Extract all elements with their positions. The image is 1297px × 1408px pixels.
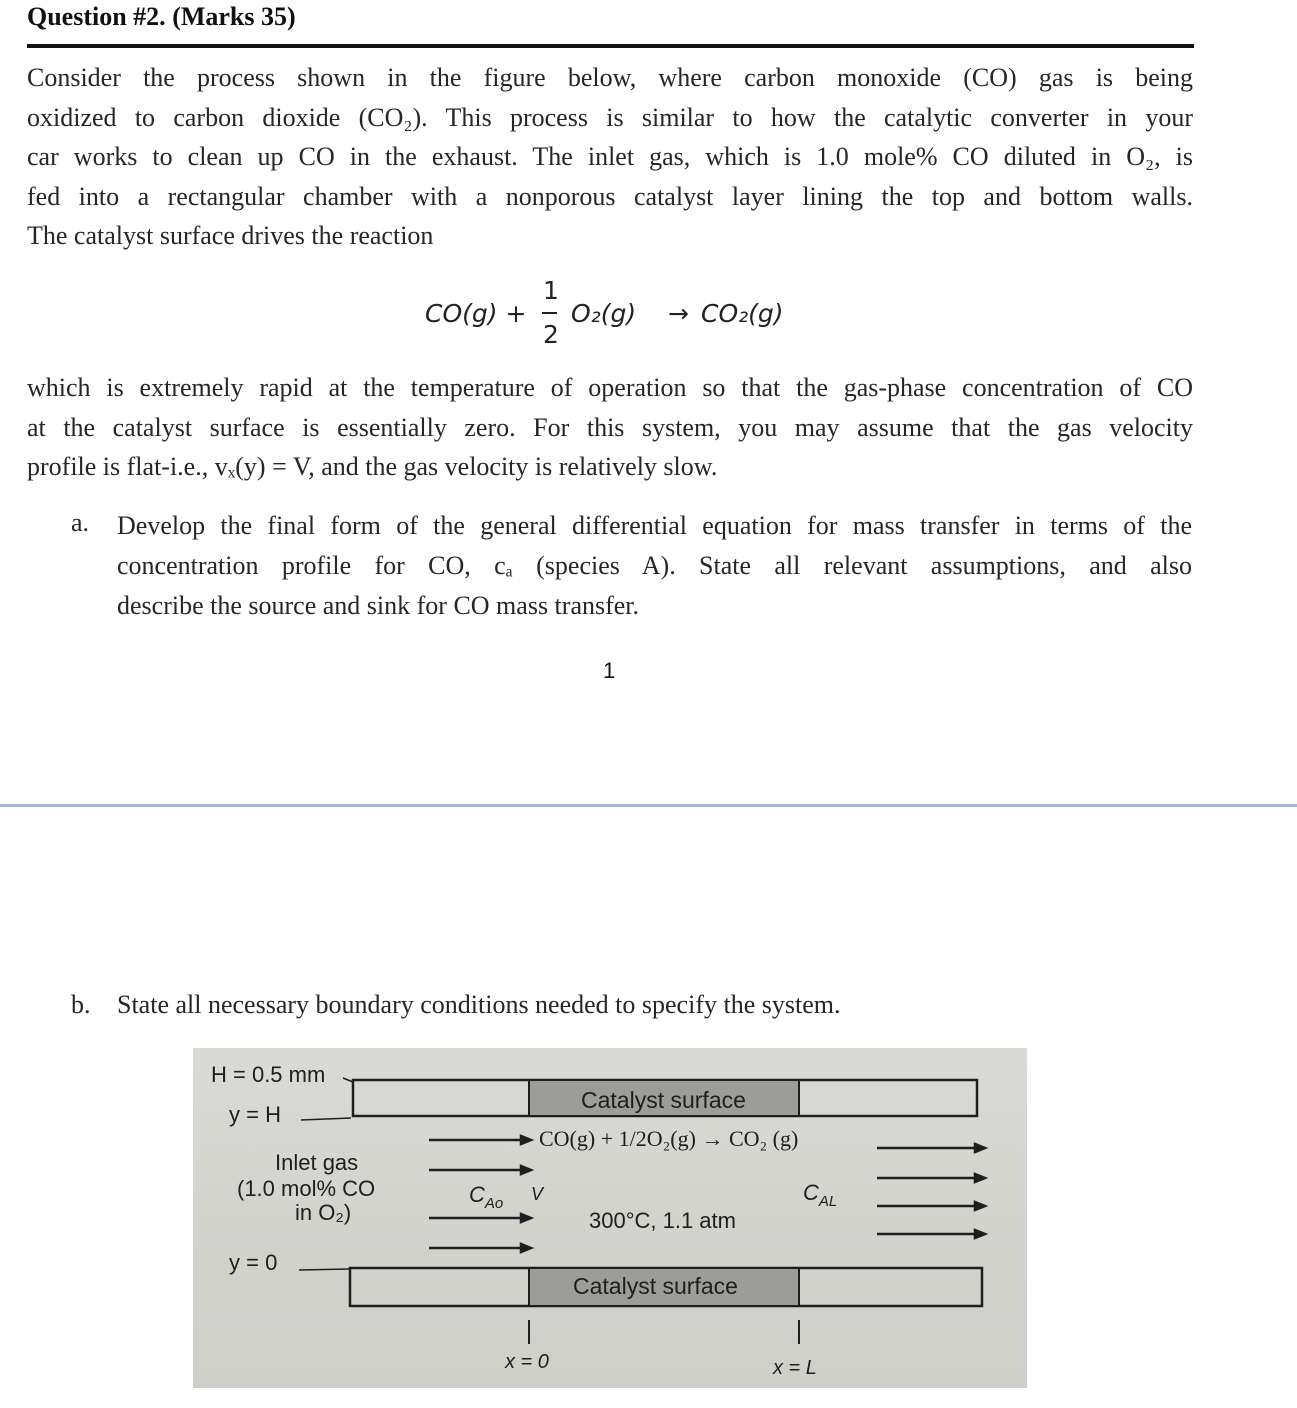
outlet-arrows [877, 1144, 985, 1238]
y-bottom-leader [299, 1269, 349, 1270]
continuation-paragraph [27, 368, 1193, 487]
part-a-text [117, 506, 1192, 626]
cao-label: $C_{Ao}$ [469, 1182, 504, 1212]
equation-denominator: 2 [543, 320, 559, 349]
part-a-line: Develop the final form of the general differential equation for mass transfer in terms of the [117, 511, 1192, 540]
reaction-label: CO(g) + 1/2O₂(g) → CO₂ (g) [539, 1126, 799, 1151]
question-number: Question #2. [27, 2, 166, 31]
h-leader [343, 1078, 353, 1082]
inlet-label-line2: (1.0 mol% CO [237, 1176, 376, 1201]
fraction-bar [542, 312, 557, 314]
heading-rule [27, 44, 1194, 48]
part-a-line: describe the source and sink for CO mass transfer. [117, 591, 640, 620]
intro-line: fed into a rectangular chamber with a nonporous catalyst layer lining the top and bottom walls. [27, 181, 1193, 211]
continuation-line: profile is flat-i.e., vₓ(y) = V, and the gas velocity is relatively slow. [27, 452, 718, 482]
reactor-figure [193, 1048, 1027, 1388]
catalyst-bottom-label: Catalyst surface [573, 1273, 738, 1299]
continuation-line: at the catalyst surface is essentially zero. For this system, you may assume that the gas velocity [27, 412, 1193, 442]
intro-line: oxidized to carbon dioxide (CO₂). This process is similar to how the catalytic converter in your [27, 102, 1193, 132]
part-b-label: b. [71, 990, 91, 1019]
part-a-label: a. [71, 508, 90, 537]
question-marks: (Marks 35) [172, 2, 296, 31]
catalyst-top-label: Catalyst surface [581, 1087, 746, 1113]
intro-paragraph [27, 58, 1193, 256]
x0-label: x = 0 [505, 1351, 549, 1373]
cal-label: $C_{AL}$ [803, 1180, 838, 1210]
height-label: H = 0.5 mm [211, 1062, 326, 1087]
y-bottom-label: y = 0 [229, 1250, 278, 1275]
reactor-diagram [193, 1048, 1027, 1388]
y-top-leader [301, 1118, 351, 1120]
page-break-divider [0, 804, 1297, 807]
velocity-label: V [531, 1184, 544, 1204]
part-b-text: State all necessary boundary conditions needed to specify the system. [117, 990, 841, 1019]
equation-o2: O₂(g) [571, 299, 637, 328]
equation-numerator: 1 [543, 276, 559, 305]
continuation-line: which is extremely rapid at the temperature of operation so that the gas-phase concentration of CO [27, 373, 1193, 402]
xl-label: x = L [773, 1357, 817, 1379]
intro-line: Consider the process shown in the figure below, where carbon monoxide (CO) gas is being [27, 63, 1193, 92]
y-top-label: y = H [229, 1102, 281, 1127]
inlet-label-line1: Inlet gas [275, 1150, 359, 1175]
question-heading [27, 2, 296, 32]
intro-line: The catalyst surface drives the reaction [27, 221, 434, 251]
conditions-label: 300°C, 1.1 atm [589, 1208, 736, 1233]
equation-rhs: CO₂(g) [701, 299, 784, 328]
intro-line: car works to clean up CO in the exhaust. The inlet gas, which is 1.0 mole% CO diluted in O₂, is [27, 142, 1193, 172]
equation-arrow: → [668, 299, 689, 328]
inlet-label-line3: in O₂) [295, 1200, 352, 1225]
part-a-line: concentration profile for CO, cₐ (species A). State all relevant assumptions, and also [117, 551, 1192, 580]
page-number: 1 [603, 658, 616, 683]
equation-lhs: CO(g) + [425, 299, 527, 328]
